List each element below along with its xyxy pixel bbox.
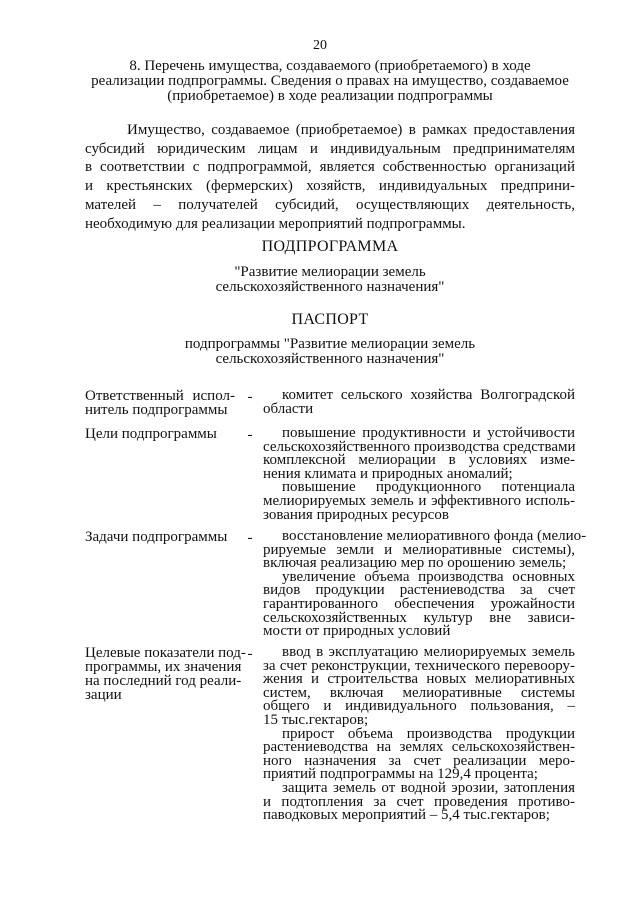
passport-subtitle-line: сельскохозяйственного назначения" [215, 351, 445, 367]
row-label-line: Целевые показатели под- [85, 645, 246, 661]
row-value-line: сельскохозяйственных культур вне зависи- [263, 609, 575, 626]
intro-line: субсидий юридическим лицам и индивидуальным предпринимателям [85, 140, 575, 157]
row-value-line: рируемые земли и мелиоративные системы), [263, 541, 575, 558]
subprogram-name [85, 265, 575, 295]
row-value-line: мости от природных условий [263, 623, 451, 640]
section-heading-line: 8. Перечень имущества, создаваемого (приобретаемого) в ходе [129, 58, 531, 74]
intro-line: в соответствии с подпрограммой, является собственностью организаций [85, 159, 575, 176]
row-dash: - [247, 646, 253, 662]
row-value-line: систем, включая мелиоративные системы [263, 684, 575, 701]
section-heading-line: (приобретаемое) в ходе реализации подпрограммы [167, 88, 493, 104]
row-value-line: паводковых мероприятий – 5,4 тыс.гектаров; [263, 807, 550, 824]
row-value-line: включая реализацию мер по орошению земель; [263, 555, 567, 572]
subprogram-title: ПОДПРОГРАММА [261, 238, 399, 255]
row-label [85, 645, 246, 703]
row-value [263, 528, 587, 640]
row-value-line: 15 тыс.гектаров; [263, 711, 369, 728]
row-value-line: повышение продукционного потенциала [282, 479, 575, 496]
row-label-line: Ответственный испол- [85, 388, 235, 404]
row-label-line: Задачи подпрограммы [85, 529, 228, 545]
subprogram-name-line: сельскохозяйственного назначения" [215, 279, 445, 295]
intro-line: мателей – получателей субсидий, осуществляющих деятельность, [85, 196, 575, 213]
row-value-line: увеличение объема производства основных [282, 568, 575, 585]
row-value-line: прирост объема производства продукции [282, 725, 575, 742]
row-value-line: гарантированного обеспечения урожайности [263, 595, 575, 612]
row-label-line: нитель подпрограммы [85, 402, 228, 418]
row-value-line: мелиорируемых земель и эффективного исполь- [263, 492, 575, 509]
page-number: 20 [313, 38, 327, 53]
row-value-line: комитет сельского хозяйства Волгоградской [282, 387, 575, 403]
row-label-line: зации [85, 687, 122, 703]
row-value-line: жения и строительства новых мелиоративных [263, 671, 575, 688]
row-value-line: зования природных ресурсов [263, 506, 449, 523]
intro-line: и крестьянских (фермерских) хозяйств, индивидуальных предприни- [85, 178, 575, 195]
subprogram-name-line: "Развитие мелиорации земель [234, 264, 426, 280]
row-value-line: и подтопления за счет проведения противо- [263, 793, 575, 810]
row-dash: - [247, 427, 253, 443]
intro-paragraph [85, 121, 575, 233]
intro-line: Имущество, создаваемое (приобретаемое) в рамках предоставления [127, 122, 575, 138]
passport-subtitle-line: подпрограммы "Развитие мелиорации земель [184, 336, 476, 352]
row-label-line: программы, их значения [85, 659, 242, 675]
row-value-line: видов продукции растениеводства за счет [263, 582, 575, 599]
row-value [263, 389, 575, 416]
row-value-line: нения климата и природных аномалий; [263, 465, 513, 482]
row-value-line: комплексной мелиорации в условиях изме- [263, 452, 575, 469]
section-heading-line: реализации подпрограммы. Сведения о правах на имущество, создаваемое [91, 73, 569, 89]
row-dash: - [247, 389, 253, 405]
row-value-line: восстановление мелиоративного фонда (мелио- [282, 528, 587, 544]
row-label-line: на последний год реали- [85, 673, 242, 689]
intro-line: необходимую для реализации мероприятий подпрограммы. [85, 215, 466, 232]
row-value-line: общего и индивидуального пользования, – [263, 698, 575, 715]
section-heading [85, 59, 575, 104]
row-value-line: сельскохозяйственного производства средствами [263, 438, 576, 455]
row-value-line: растениеводства на землях сельскохозяйствен- [263, 739, 575, 756]
row-value [263, 427, 575, 522]
row-value [263, 646, 575, 823]
row-value-line: за счет реконструкции, технического перевоору- [263, 657, 575, 674]
row-value-line: защита земель от водной эрозии, затопления [282, 779, 575, 796]
row-value-line: ввод в эксплуатацию мелиорируемых земель [282, 644, 575, 660]
row-value-line: области [263, 400, 314, 417]
passport-subtitle [85, 337, 575, 367]
row-value-line: ного назначения за счет реализации меро- [263, 752, 575, 769]
row-label [85, 427, 235, 441]
row-value-line: повышение продуктивности и устойчивости [282, 425, 575, 441]
row-label-line: Цели подпрограммы [85, 426, 217, 442]
row-label [85, 530, 235, 544]
row-label [85, 389, 235, 417]
passport-title: ПАСПОРТ [291, 311, 369, 328]
row-dash: - [247, 530, 253, 546]
row-value-line: приятий подпрограммы на 129,4 процента; [263, 766, 538, 783]
